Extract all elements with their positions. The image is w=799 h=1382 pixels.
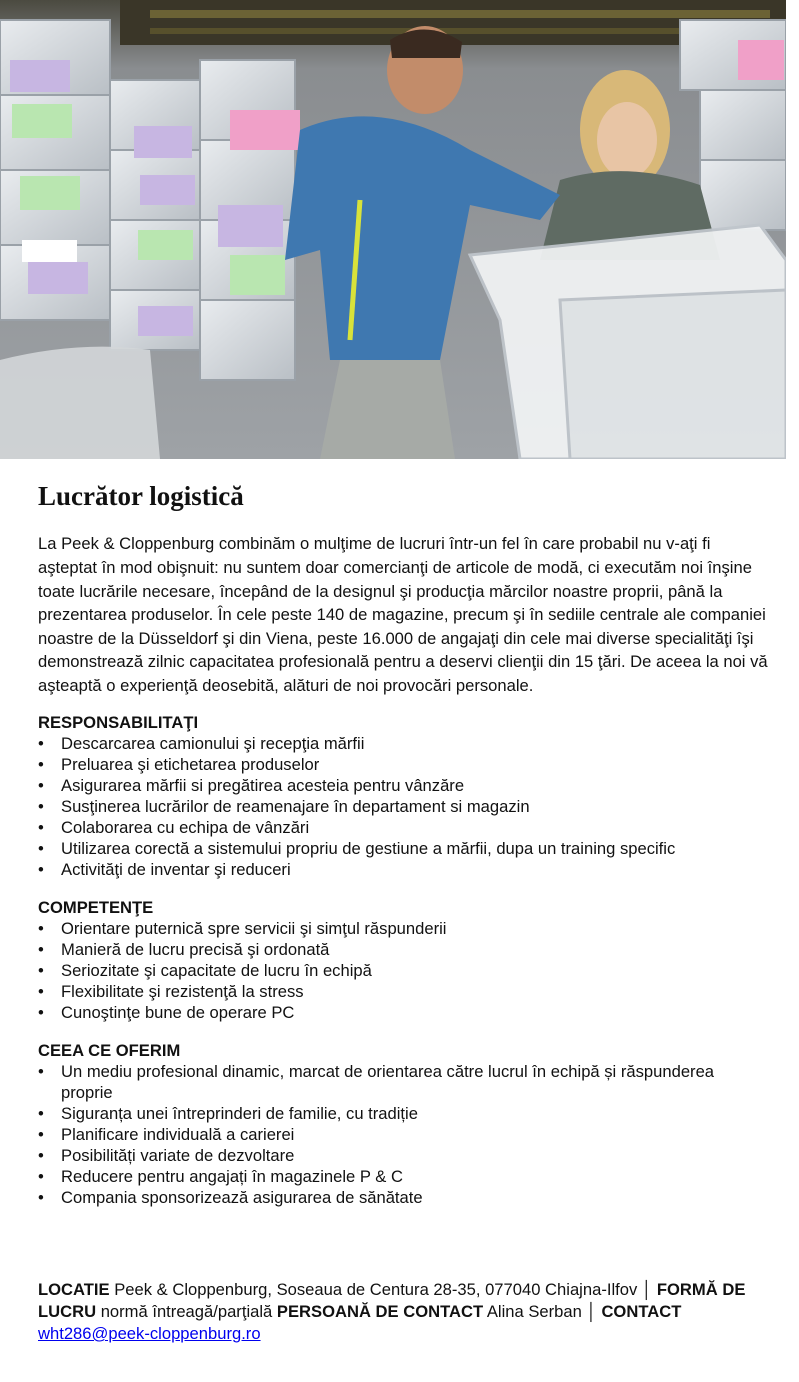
list-item: • Un mediu profesional dinamic, marcat de orientarea către lucrul în echipă și răspunderea proprie [38,1061,768,1103]
list-item: • Compania sponsorizează asigurarea de sănătate [38,1187,768,1208]
list-item: • Cunoştinţe bune de operare PC [38,1002,768,1023]
list-item: • Orientare puternică spre servicii şi simţul răspunderii [38,918,768,939]
list-item: • Preluarea şi etichetarea produselor [38,754,768,775]
separator: │ [581,1302,597,1321]
company-intro: La Peek & Cloppenburg combinăm o mulţime de lucruri într-un fel în care probabil nu v-aţi fi aşteptat în mod obişnuit: nu suntem doar comercianţi de articole de modă, ci executăm noi înşine toate lucrările necesare, începând de la designul şi producţia mărcilor noastre proprii, până la prezentarea produselor. În cele peste 140 de magazine, precum şi în sediile centrale ale companiei noastre de la Düsseldorf şi din Viena, peste 16.000 de angajaţi din cele mai diverse specialităţi îşi demonstrează zilnic capacitatea profesională pentru a deservi clienţii din 15 ţări. De aceea la noi vă aşteaptă o experienţă deosebită, alături de noi provocări personale. [38,534,768,695]
list-item: • Susţinerea lucrărilor de reamenajare în departament si magazin [38,796,768,817]
location-label: LOCATIE [38,1280,110,1299]
offer-heading: CEEA CE OFERIM [38,1040,181,1060]
offer-list [38,1061,768,1208]
list-item: • Flexibilitate şi rezistenţă la stress [38,981,768,1002]
work-form-label: FORMĂ DE LUCRU [38,1280,746,1321]
responsibilities-heading: RESPONSABILITAŢI [38,712,199,732]
list-item: • Asigurarea mărfii si pregătirea acesteia pentru vânzăre [38,775,768,796]
list-item: • Posibilități variate de dezvoltare [38,1145,768,1166]
warehouse-photo [0,0,786,459]
email-link[interactable]: wht286@peek-cloppenburg.ro [38,1324,261,1343]
contact-person-value: Alina Serban [486,1302,582,1321]
contact-footer [38,1279,768,1345]
list-item: • Manieră de lucru precisă şi ordonată [38,939,768,960]
work-form-value: normă întreagă/parţială [100,1302,273,1321]
location-value: Peek & Cloppenburg, Soseaua de Centura 28-35, 077040 Chiajna-Ilfov [114,1280,638,1299]
list-item: • Siguranța unei întreprinderi de familie, cu tradiție [38,1103,768,1124]
page-title: Lucrător logistică [38,481,244,511]
list-item: • Seriozitate şi capacitate de lucru în echipă [38,960,768,981]
list-item: • Reducere pentru angajați în magazinele P & C [38,1166,768,1187]
contact-label: CONTACT [601,1302,682,1321]
hero-photo [0,0,786,459]
list-item: • Utilizarea corectă a sistemului propriu de gestiune a mărfii, dupa un training specific [38,838,768,859]
list-item: • Activităţi de inventar şi reduceri [38,859,768,880]
separator: │ [637,1280,653,1299]
job-posting [38,480,768,1225]
responsibilities-list [38,733,768,880]
competences-heading: COMPETENŢE [38,897,154,917]
list-item: • Colaborarea cu echipa de vânzări [38,817,768,838]
contact-person-label: PERSOANĂ DE CONTACT [276,1302,484,1321]
list-item: • Descarcarea camionului şi recepţia mărfii [38,733,768,754]
competences-list [38,918,768,1023]
list-item: • Planificare individuală a carierei [38,1124,768,1145]
